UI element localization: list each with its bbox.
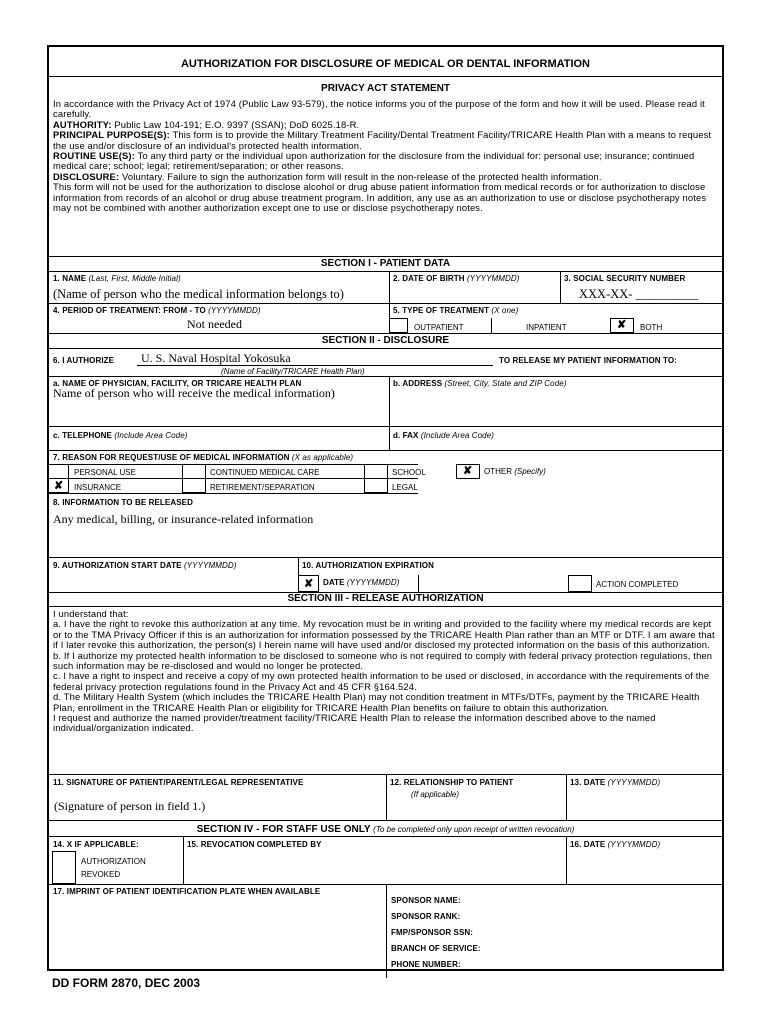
release-label: TO RELEASE MY PATIENT INFORMATION TO: (499, 356, 677, 365)
name-label: 1. NAME (Last, First, Middle Initial) (53, 274, 181, 283)
revoked-label-2: REVOKED (81, 870, 121, 879)
phone-label: PHONE NUMBER: (391, 960, 461, 969)
relationship-hint: (If applicable) (411, 790, 460, 799)
facility-hint: (Name of Facility/TRICARE Health Plan) (221, 367, 365, 376)
other-checkbox[interactable] (456, 464, 480, 479)
routine-label: ROUTINE USE(S): (53, 150, 135, 162)
signature-field[interactable]: (Signature of person in field 1.) (54, 799, 206, 813)
purpose-label: PRINCIPAL PURPOSE(S): (53, 129, 170, 141)
section-4-title: SECTION IV - FOR STAFF USE ONLY (To be completed only upon receipt of written revocation) (196, 824, 575, 835)
dob-label: 2. DATE OF BIRTH (YYYYMMDD) (393, 274, 520, 283)
action-completed-checkbox[interactable] (568, 575, 592, 592)
info-field[interactable]: Any medical, billing, or insurance-related information (53, 512, 314, 526)
telephone-label: c. TELEPHONE (Include Area Code) (53, 431, 188, 440)
routine-text: To any third party or the individual upon authorization for the disclosure from the individual for: personal use; insurance; continued medical care; school; legal; retirement/separation; or other reasons. (53, 150, 695, 172)
x-if-applicable-label: 14. X IF APPLICABLE: (53, 840, 139, 849)
form-footer: DD FORM 2870, DEC 2003 (52, 976, 201, 990)
privacy-act-heading: PRIVACY ACT STATEMENT (321, 83, 450, 94)
privacy-act-statement (53, 99, 721, 213)
privacy-purpose (53, 130, 721, 151)
reason-right-boxes (364, 464, 388, 493)
physician-label: a. NAME OF PHYSICIAN, FACILITY, OR TRICARE HEALTH PLAN (53, 379, 302, 388)
privacy-intro: In accordance with the Privacy Act of 1974 (Public Law 93-579), the notice informs you of the purpose of the form and how it will be used. Please read it carefully. (53, 98, 705, 120)
release-authorization-text (53, 609, 721, 734)
signature-label: 11. SIGNATURE OF PATIENT/PARENT/LEGAL REPRESENTATIVE (53, 778, 304, 787)
authority-label: AUTHORITY: (53, 118, 112, 130)
other-check-mark: ✘ (463, 465, 473, 477)
sponsor-rank-label: SPONSOR RANK: (391, 912, 461, 921)
expiration-date-label: DATE (YYYYMMDD) (323, 578, 400, 587)
expiration-label: 10. AUTHORIZATION EXPIRATION (302, 561, 434, 570)
expiration-date-checkbox[interactable] (298, 575, 319, 592)
relationship-label: 12. RELATIONSHIP TO PATIENT (390, 778, 514, 787)
section-1-title: SECTION I - PATIENT DATA (320, 258, 451, 269)
expiration-check-mark: ✘ (304, 578, 314, 590)
authorization-form (47, 45, 724, 971)
understand-a: a. I have the right to revoke this authorization at any time. My revocation must be in writing and provided to the facility where my medical records are kept or to the TMA Privacy Officer if this is an authorization for information possessed by the TRICARE Health Plan rather than an MTF or DTF. I am aware that if I later revoke this authorization, the person(s) I herein name will have used and/or disclosed my protected information on the basis of this authorization. (53, 618, 715, 651)
authorize-label: 6. I AUTHORIZE (53, 356, 115, 365)
ssn-field[interactable]: XXX-XX- __________ (579, 287, 699, 301)
name-field[interactable]: (Name of person who the medical information belongs to) (53, 287, 344, 301)
inpatient-label: INPATIENT (526, 323, 567, 332)
authority-text: Public Law 104-191; E.O. 9397 (SSAN); DoD 6025.18-R. (111, 118, 360, 130)
revocation-date-label: 16. DATE (YYYYMMDD) (570, 840, 661, 849)
both-label: BOTH (640, 323, 663, 332)
personal-use-label[interactable]: PERSONAL USE (74, 468, 136, 477)
school-label[interactable]: SCHOOL (392, 468, 426, 477)
retirement-label[interactable]: RETIREMENT/SEPARATION (210, 483, 315, 492)
info-label: 8. INFORMATION TO BE RELEASED (53, 498, 193, 507)
both-check-mark: ✘ (617, 319, 627, 331)
branch-label: BRANCH OF SERVICE: (391, 944, 481, 953)
understand-b: b. If I authorize my protected health information to be disclosed to someone who is not required to comply with federal privacy protection regulations, then such information may be re-disclosed and would no longer be protected. (53, 649, 713, 672)
action-completed-label: ACTION COMPLETED (596, 580, 679, 589)
reason-mid-boxes (182, 464, 206, 493)
signature-date-label: 13. DATE (YYYYMMDD) (570, 778, 661, 787)
form-title: AUTHORIZATION FOR DISCLOSURE OF MEDICAL OR DENTAL INFORMATION (180, 58, 591, 70)
insurance-check-mark: ✘ (54, 480, 64, 492)
understand-c: c. I have a right to inspect and receive a copy of my own protected health information to be used or disclosed, in accordance with the requirements of the federal privacy protection regulations found in the Privacy Act and 45 CFR §164.524. (53, 670, 710, 692)
disclosure-text: Voluntary. Failure to sign the authorization form will result in the non-release of the protected health information. (119, 170, 602, 182)
outpatient-checkbox[interactable] (389, 318, 408, 333)
address-label: b. ADDRESS (Street, City, State and ZIP Code) (393, 379, 567, 388)
privacy-closing: This form will not be used for the authorization to disclose alcohol or drug abuse patient information from medical records or for authorization to disclose information from records of an alcohol or drug abuse treatment program. In addition, any use as an authorization to use or disclose psychotherapy notes may not be combined with another authorization except one to use or disclose psychotherapy notes. (53, 181, 707, 214)
imprint-label: 17. IMPRINT OF PATIENT IDENTIFICATION PLATE WHEN AVAILABLE (53, 887, 321, 896)
section-2-title: SECTION II - DISCLOSURE (321, 335, 450, 346)
reason-label: 7. REASON FOR REQUEST/USE OF MEDICAL INFORMATION (X as applicable) (53, 453, 354, 462)
period-label: 4. PERIOD OF TREATMENT: FROM - TO (YYYYMMDD) (53, 306, 261, 315)
insurance-label[interactable]: INSURANCE (74, 483, 122, 492)
sponsor-name-label: SPONSOR NAME: (391, 896, 461, 905)
understand-d: d. The Military Health System (which includes the TRICARE Health Plan) may not condition treatment in MTFs/DTFs, payment by the TRICARE Health Plan, enrollment in the TRICARE Health Plan or eligibility for TRICARE Health Plan benefits on failure to obtain this authorization. (53, 691, 700, 713)
section-3-title: SECTION III - RELEASE AUTHORIZATION (287, 593, 484, 604)
physician-field[interactable]: Name of person who will receive the medical information) (53, 386, 335, 400)
other-label: OTHER (Specify) (484, 467, 546, 476)
authorize-field[interactable]: U. S. Naval Hospital Yokosuka (141, 351, 291, 365)
period-field[interactable]: Not needed (187, 317, 242, 331)
privacy-routine (53, 151, 721, 172)
revocation-label: 15. REVOCATION COMPLETED BY (187, 840, 322, 849)
sponsor-ssn-label: FMP/SPONSOR SSN: (391, 928, 474, 937)
revoked-checkbox[interactable] (52, 851, 76, 884)
start-date-label: 9. AUTHORIZATION START DATE (YYYYMMDD) (53, 561, 237, 570)
disclosure-label: DISCLOSURE: (53, 170, 120, 182)
continued-care-label[interactable]: CONTINUED MEDICAL CARE (210, 468, 320, 477)
revoked-label-1: AUTHORIZATION (81, 857, 146, 866)
fax-label: d. FAX (Include Area Code) (393, 431, 495, 440)
purpose-text: This form is to provide the Military Treatment Facility/Dental Treatment Facility/TRICARE Health Plan with a means to request the use and/or disclosure of an individual's protected health information. (53, 129, 712, 151)
type-label: 5. TYPE OF TREATMENT (X one) (393, 306, 519, 315)
understand-text: I understand that: (53, 608, 129, 619)
both-checkbox[interactable] (610, 318, 634, 333)
ssn-label: 3. SOCIAL SECURITY NUMBER (564, 274, 686, 283)
request-text: I request and authorize the named provider/treatment facility/TRICARE Health Plan to release the information described above to the named individual/organization indicated. (53, 712, 656, 734)
outpatient-label: OUTPATIENT (414, 323, 464, 332)
legal-label[interactable]: LEGAL (392, 483, 418, 492)
